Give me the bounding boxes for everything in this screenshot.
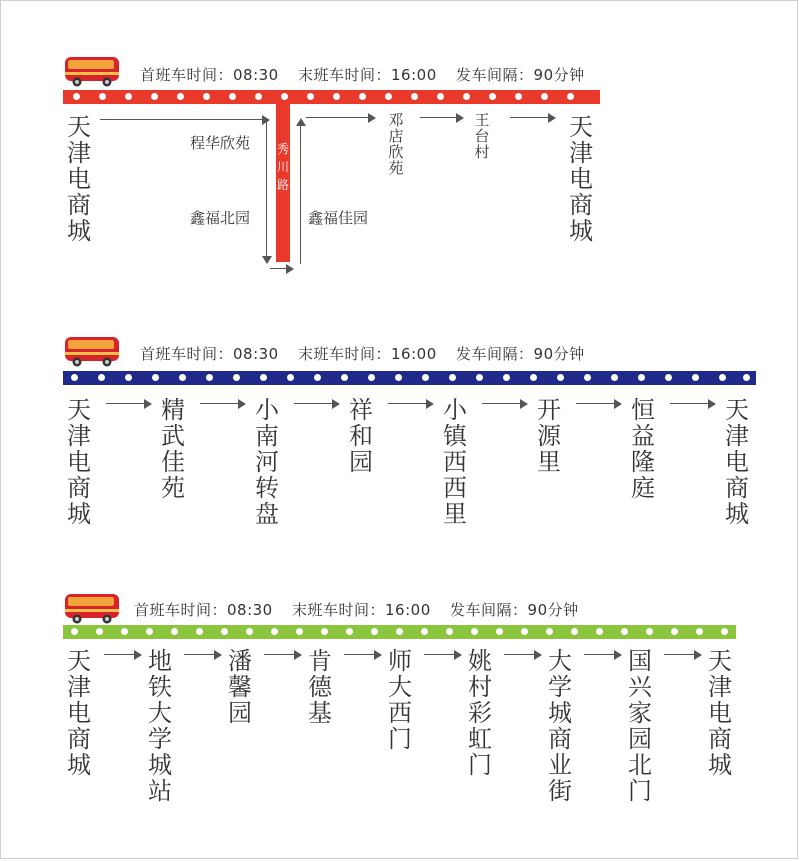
- first-bus-time: 首班车时间：08:30: [134, 601, 273, 619]
- station-4: 肯德基: [308, 647, 332, 727]
- bus-interval: 发车间隔：90分钟: [456, 66, 585, 84]
- station-7: 恒益隆庭: [631, 396, 655, 502]
- first-bus-time: 首班车时间：08:30: [140, 345, 279, 363]
- arrow: [504, 650, 542, 660]
- first-bus-time: 首班车时间：08:30: [140, 66, 279, 84]
- station-3: 小南河转盘: [255, 396, 279, 528]
- last-bus-time: 末班车时间：16:00: [298, 66, 437, 84]
- station-4: 祥和园: [349, 396, 373, 476]
- station-5: 小镇西西里: [443, 396, 467, 528]
- last-bus-time: 末班车时间：16:00: [292, 601, 431, 619]
- station-6: 姚村彩虹门: [468, 647, 492, 779]
- station-1: 天津电商城: [67, 396, 91, 528]
- station-dengdian: 邓店欣苑: [388, 111, 404, 177]
- arrow: [184, 650, 222, 660]
- station-wangtai: 王台村: [474, 111, 490, 161]
- station-6: 开源里: [537, 396, 561, 476]
- route-bar: [63, 625, 736, 639]
- station-end: 天津电商城: [569, 113, 593, 245]
- station-7: 大学城商业街: [548, 647, 572, 805]
- station-9: 天津电商城: [708, 647, 732, 779]
- station-5: 师大西门: [388, 647, 412, 753]
- schedule-info: [134, 599, 593, 620]
- bus-interval: 发车间隔：90分钟: [456, 345, 585, 363]
- station-8: 国兴家园北门: [628, 647, 652, 805]
- station-1: 天津电商城: [67, 647, 91, 779]
- arrow: [344, 650, 382, 660]
- arrow: [104, 650, 142, 660]
- station-chenghua: 程华欣苑: [190, 134, 251, 152]
- last-bus-time: 末班车时间：16:00: [298, 345, 437, 363]
- station-3: 潘馨园: [228, 647, 252, 727]
- station-2: 精武佳苑: [161, 396, 185, 502]
- bus-interval: 发车间隔：90分钟: [450, 601, 579, 619]
- arrow: [664, 650, 702, 660]
- station-xinfujia: 鑫福佳园: [308, 209, 369, 227]
- station-2: 地铁大学城站: [148, 647, 172, 805]
- arrow: [264, 650, 302, 660]
- station-xinfubei: 鑫福北园: [190, 209, 251, 227]
- arrow: [584, 650, 622, 660]
- bus-icon: [63, 591, 121, 625]
- arrow: [424, 650, 462, 660]
- station-start: 天津电商城: [67, 113, 91, 245]
- branch-road-label: 秀川路: [276, 142, 289, 192]
- station-8: 天津电商城: [725, 396, 749, 528]
